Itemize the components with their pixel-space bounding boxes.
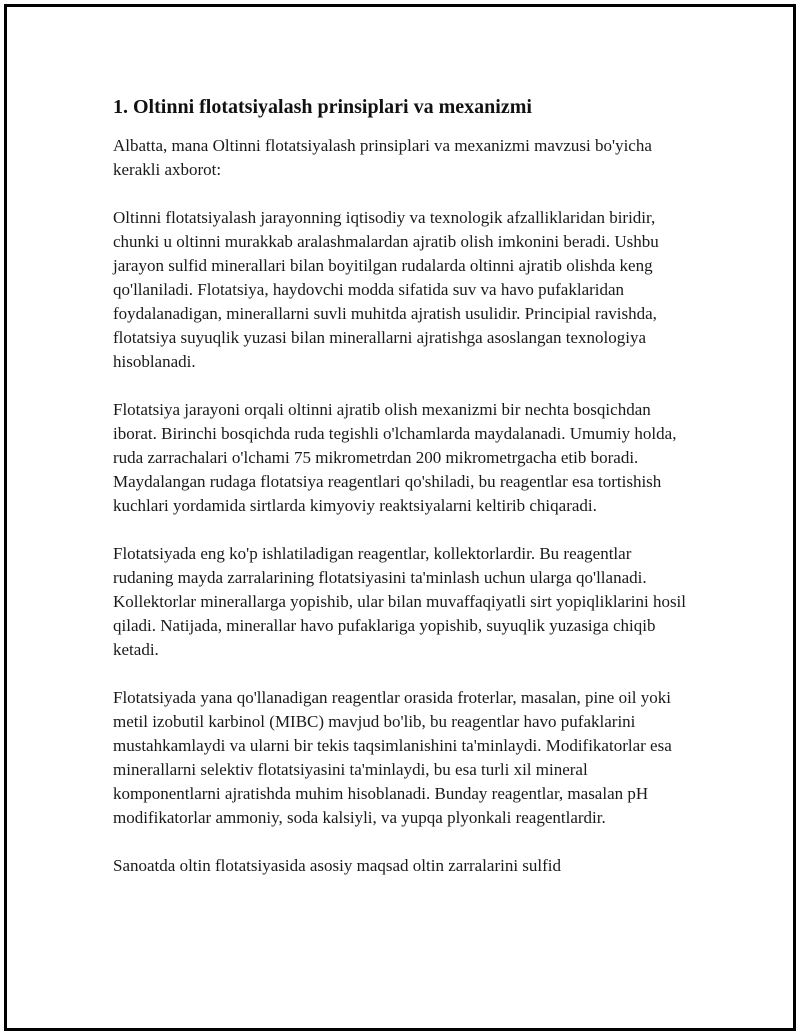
paragraph-overview: Oltinni flotatsiyalash jarayonning iqtisodiy va texnologik afzalliklaridan biridir, chunki u oltinni murakkab aralashmalardan ajratib olish imkonini beradi. Ushbu jarayon sulfid minerallari bilan boyitilgan rudalarda oltinni ajratib olishda keng qo'llaniladi. Flotatsiya, haydovchi modda sifatida suv va havo pufaklaridan foydalanadigan, minerallarni suvli muhitda ajratish usulidir. Principial ravishda, flotatsiya suyuqlik yuzasi bilan minerallarni ajratishga asoslangan texnologiya hisoblanadi. — [113, 208, 659, 371]
paragraph-industry: Sanoatda oltin flotatsiyasida asosiy maqsad oltin zarralarini sulfid — [113, 856, 562, 875]
section-heading: 1. Oltinni flotatsiyalash prinsiplari va mexanizmi — [113, 96, 532, 118]
paragraph-intro: Albatta, mana Oltinni flotatsiyalash prinsiplari va mexanizmi mavzusi bo'yicha kerakli axborot: — [113, 136, 652, 179]
document-body — [113, 94, 693, 902]
paragraph-frothers: Flotatsiyada yana qo'llanadigan reagentlar orasida froterlar, masalan, pine oil yoki metil izobutil karbinol (MIBC) mavjud bo'lib, bu reagentlar havo pufaklarini mustahkamlaydi va ularni bir tekis taqsimlanishini ta'minlaydi. Modifikatorlar esa minerallarni selektiv flotatsiyasini ta'minlaydi, bu esa turli xil mineral komponentlarni ajratishda muhim hisoblanadi. Bunday reagentlar, masalan pH modifikatorlar ammoniy, soda kalsiyli, va yupqa plyonkali reagentlardir. — [113, 688, 672, 827]
paragraph-collectors: Flotatsiyada eng ko'p ishlatiladigan reagentlar, kollektorlardir. Bu reagentlar rudaning mayda zarralarining flotatsiyasini ta'minlash uchun ularga qo'llanadi. Kollektorlar minerallarga yopishib, ular bilan muvaffaqiyatli sirt yopiqliklarini hosil qiladi. Natijada, minerallar havo pufaklariga yopishib, suyuqlik yuzasiga chiqib ketadi. — [113, 544, 687, 659]
paragraph-mechanism: Flotatsiya jarayoni orqali oltinni ajratib olish mexanizmi bir nechta bosqichdan iborat. Birinchi bosqichda ruda tegishli o'lchamlarda maydalanadi. Umumiy holda, ruda zarrachalari o'lchami 75 mikrometrdan 200 mikrometrgacha etib boradi. Maydalangan rudaga flotatsiya reagentlari qo'shiladi, bu reagentlar esa tortishish kuchlari yordamida sirtlarda kimyoviy reaktsiyalarni keltirib chiqaradi. — [113, 400, 677, 515]
